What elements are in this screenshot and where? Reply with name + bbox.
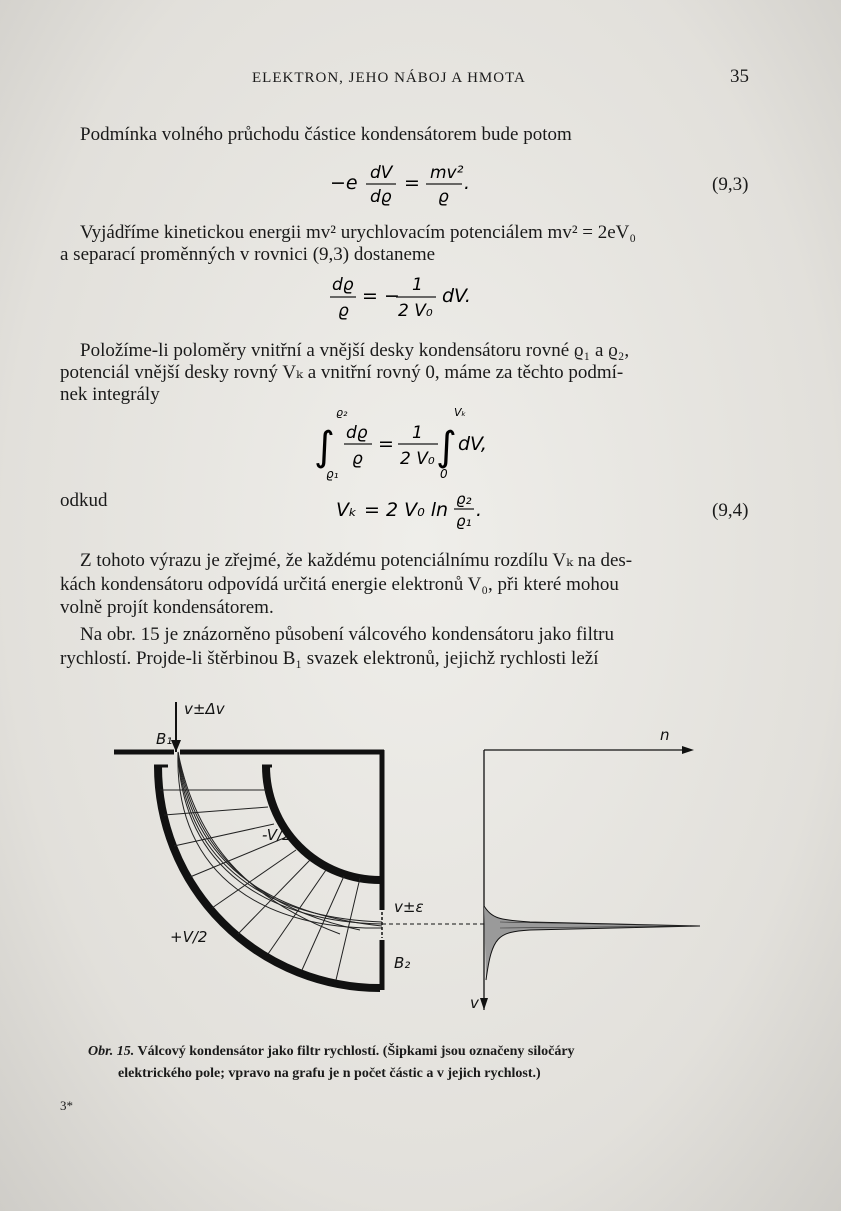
paragraph-line: rychlostí. Projde-li štěrbinou B₁ svazek elektronů, jejichž rychlosti leží — [60, 648, 599, 669]
svg-text:2 V₀: 2 V₀ — [400, 449, 435, 469]
svg-text:dV.: dV. — [442, 285, 471, 307]
equation-separated — [330, 270, 500, 324]
signature-mark: 3* — [60, 1098, 73, 1113]
inner-plate — [266, 766, 380, 880]
paragraph-line: Položíme-li poloměry vnitřní a vnější desky kondensátoru rovné ϱ₁ a ϱ₂, — [80, 340, 630, 361]
fig-label-ve: v±ε — [394, 898, 424, 916]
svg-text:Vₖ: Vₖ — [336, 499, 358, 521]
paragraph-line: odkud — [60, 490, 108, 511]
svg-text:= 2 V₀ ln: = 2 V₀ ln — [364, 499, 449, 521]
svg-text:dV: dV — [370, 163, 393, 183]
svg-text:=: = — [404, 172, 420, 194]
svg-text:ϱ: ϱ — [352, 449, 363, 469]
equation-number: (9,4) — [712, 500, 749, 521]
fig-label-top: v±Δv — [184, 700, 225, 718]
svg-text:dϱ: dϱ — [370, 187, 392, 207]
caption-prefix: Obr. 15. — [88, 1044, 135, 1059]
equation-number: (9,3) — [712, 174, 749, 195]
svg-text:ϱ: ϱ — [338, 301, 349, 321]
svg-text:ϱ₁: ϱ₁ — [456, 512, 472, 530]
velocity-distribution-curve — [484, 906, 700, 980]
svg-text:∫: ∫ — [314, 424, 335, 470]
svg-text:dϱ: dϱ — [346, 423, 368, 443]
equation-9-4 — [336, 490, 496, 538]
svg-text:ϱ₁: ϱ₁ — [326, 467, 339, 481]
graph-label-v: v — [470, 994, 479, 1012]
arrow-head-icon — [682, 746, 694, 754]
fig-label-minus: -V/2 — [262, 826, 292, 844]
paragraph-line: nek integrály — [60, 384, 160, 405]
svg-text:= −: = − — [362, 285, 400, 307]
svg-text:dV,: dV, — [458, 433, 487, 455]
paragraph-line: Podmínka volného průchodu částice kondensátorem bude potom — [80, 124, 572, 145]
figure-caption-line — [88, 1044, 575, 1060]
figure-caption-line: elektrického pole; vpravo na grafu je n počet částic a v jejich rychlost.) — [118, 1066, 541, 1081]
svg-text:1: 1 — [412, 423, 423, 443]
svg-text:0: 0 — [440, 467, 448, 481]
svg-text:dϱ: dϱ — [332, 275, 354, 295]
paragraph-line: potenciál vnější desky rovný Vₖ a vnitřní rovný 0, máme za těchto podmí- — [60, 362, 624, 383]
paragraph-line: Vyjádříme kinetickou energii mv² urychlovacím potenciálem mv² = 2eV₀ — [80, 222, 637, 243]
svg-text:.: . — [476, 499, 483, 521]
equation-integral-graphic — [310, 404, 510, 484]
paragraph-line: kách kondensátoru odpovídá určitá energie elektronů V₀, při které mohou — [60, 574, 619, 595]
page-number: 35 — [730, 66, 749, 87]
svg-text:Vₖ: Vₖ — [454, 406, 467, 419]
svg-text:ϱ₂: ϱ₂ — [456, 490, 472, 508]
equation-9-3 — [330, 158, 470, 208]
fig-label-b2: B₂ — [394, 954, 411, 972]
svg-text:∫: ∫ — [436, 424, 457, 470]
equation-separated-graphic — [330, 270, 500, 324]
svg-text:mv²: mv² — [430, 163, 464, 183]
equation-integral — [310, 404, 510, 484]
paragraph-line: Z tohoto výrazu je zřejmé, že každému potenciálnímu rozdílu Vₖ na des- — [80, 550, 633, 571]
caption-text: Válcový kondensátor jako filtr rychlostí. (Šipkami jsou označeny siločáry — [137, 1044, 575, 1059]
svg-text:ϱ₂: ϱ₂ — [336, 406, 348, 419]
equation-9-4-graphic — [336, 490, 496, 538]
cylindrical-capacitor-diagram — [100, 690, 720, 1030]
svg-text:.: . — [464, 172, 470, 194]
fig-label-b1: B₁ — [156, 730, 173, 748]
svg-text:−e: −e — [330, 172, 358, 194]
svg-text:2 V₀: 2 V₀ — [398, 301, 433, 321]
arrow-head-icon — [480, 998, 488, 1010]
equation-9-3-graphic — [330, 158, 470, 208]
svg-text:=: = — [378, 433, 394, 455]
svg-text:1: 1 — [412, 275, 423, 295]
figure-15 — [100, 690, 720, 1030]
svg-text:ϱ: ϱ — [438, 187, 449, 207]
fig-label-plus: +V/2 — [170, 928, 208, 946]
graph-label-n: n — [660, 726, 670, 744]
paragraph-line: volně projít kondensátorem. — [60, 597, 274, 618]
paragraph-line: Na obr. 15 je znázorněno působení válcového kondensátoru jako filtru — [80, 624, 614, 645]
paragraph-line: a separací proměnných v rovnici (9,3) dostaneme — [60, 244, 436, 265]
running-head: ELEKTRON, JEHO NÁBOJ A HMOTA — [252, 70, 526, 86]
